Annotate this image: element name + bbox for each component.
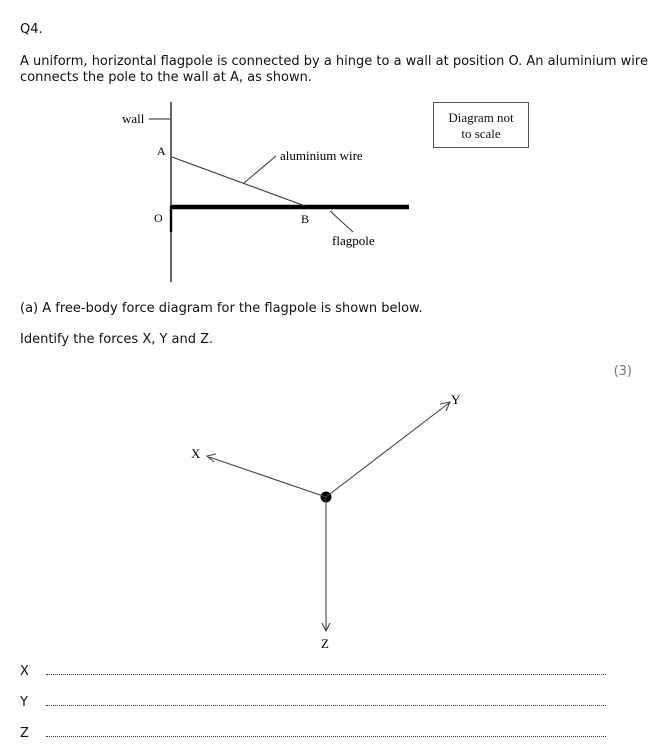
force-x-label: X	[191, 446, 201, 461]
force-y-line	[326, 403, 449, 497]
pole-label-leader	[330, 211, 353, 232]
answer-row-z	[20, 726, 34, 742]
wire-label-leader	[244, 156, 276, 183]
answer-row-y	[20, 695, 34, 711]
point-b-label: B	[301, 212, 310, 226]
point-a-label: A	[157, 144, 166, 158]
answer-z-label: Z	[20, 726, 29, 741]
answer-y-label: Y	[20, 695, 28, 710]
force-z-label: Z	[321, 636, 329, 651]
answer-x-line[interactable]	[46, 673, 606, 675]
force-y-label: Y	[451, 392, 461, 407]
not-to-scale-note	[433, 102, 529, 148]
marks-label: (3)	[613, 364, 632, 379]
question-intro: A uniform, horizontal flagpole is connected by a hinge to a wall at position O. An aluminium wire connects the pole to the wall at A, as shown.	[20, 54, 648, 85]
force-x-line	[209, 457, 326, 497]
wire-label: aluminium wire	[280, 148, 363, 163]
scale-note-line2: to scale	[461, 126, 501, 141]
part-a-instruction: Identify the forces X, Y and Z.	[20, 332, 214, 347]
answer-y-line[interactable]	[46, 704, 606, 706]
wall-label: wall	[122, 111, 145, 126]
part-a-text: (a) A free-body force diagram for the flagpole is shown below.	[20, 301, 423, 316]
scale-note-line1: Diagram not	[448, 110, 514, 125]
answer-row-x	[20, 664, 34, 680]
wire-line	[172, 157, 305, 206]
answer-x-label: X	[20, 664, 29, 679]
question-number: Q4.	[20, 22, 43, 37]
flagpole-label: flagpole	[332, 233, 375, 248]
answer-z-line[interactable]	[46, 735, 606, 737]
point-o-label: O	[154, 211, 163, 225]
